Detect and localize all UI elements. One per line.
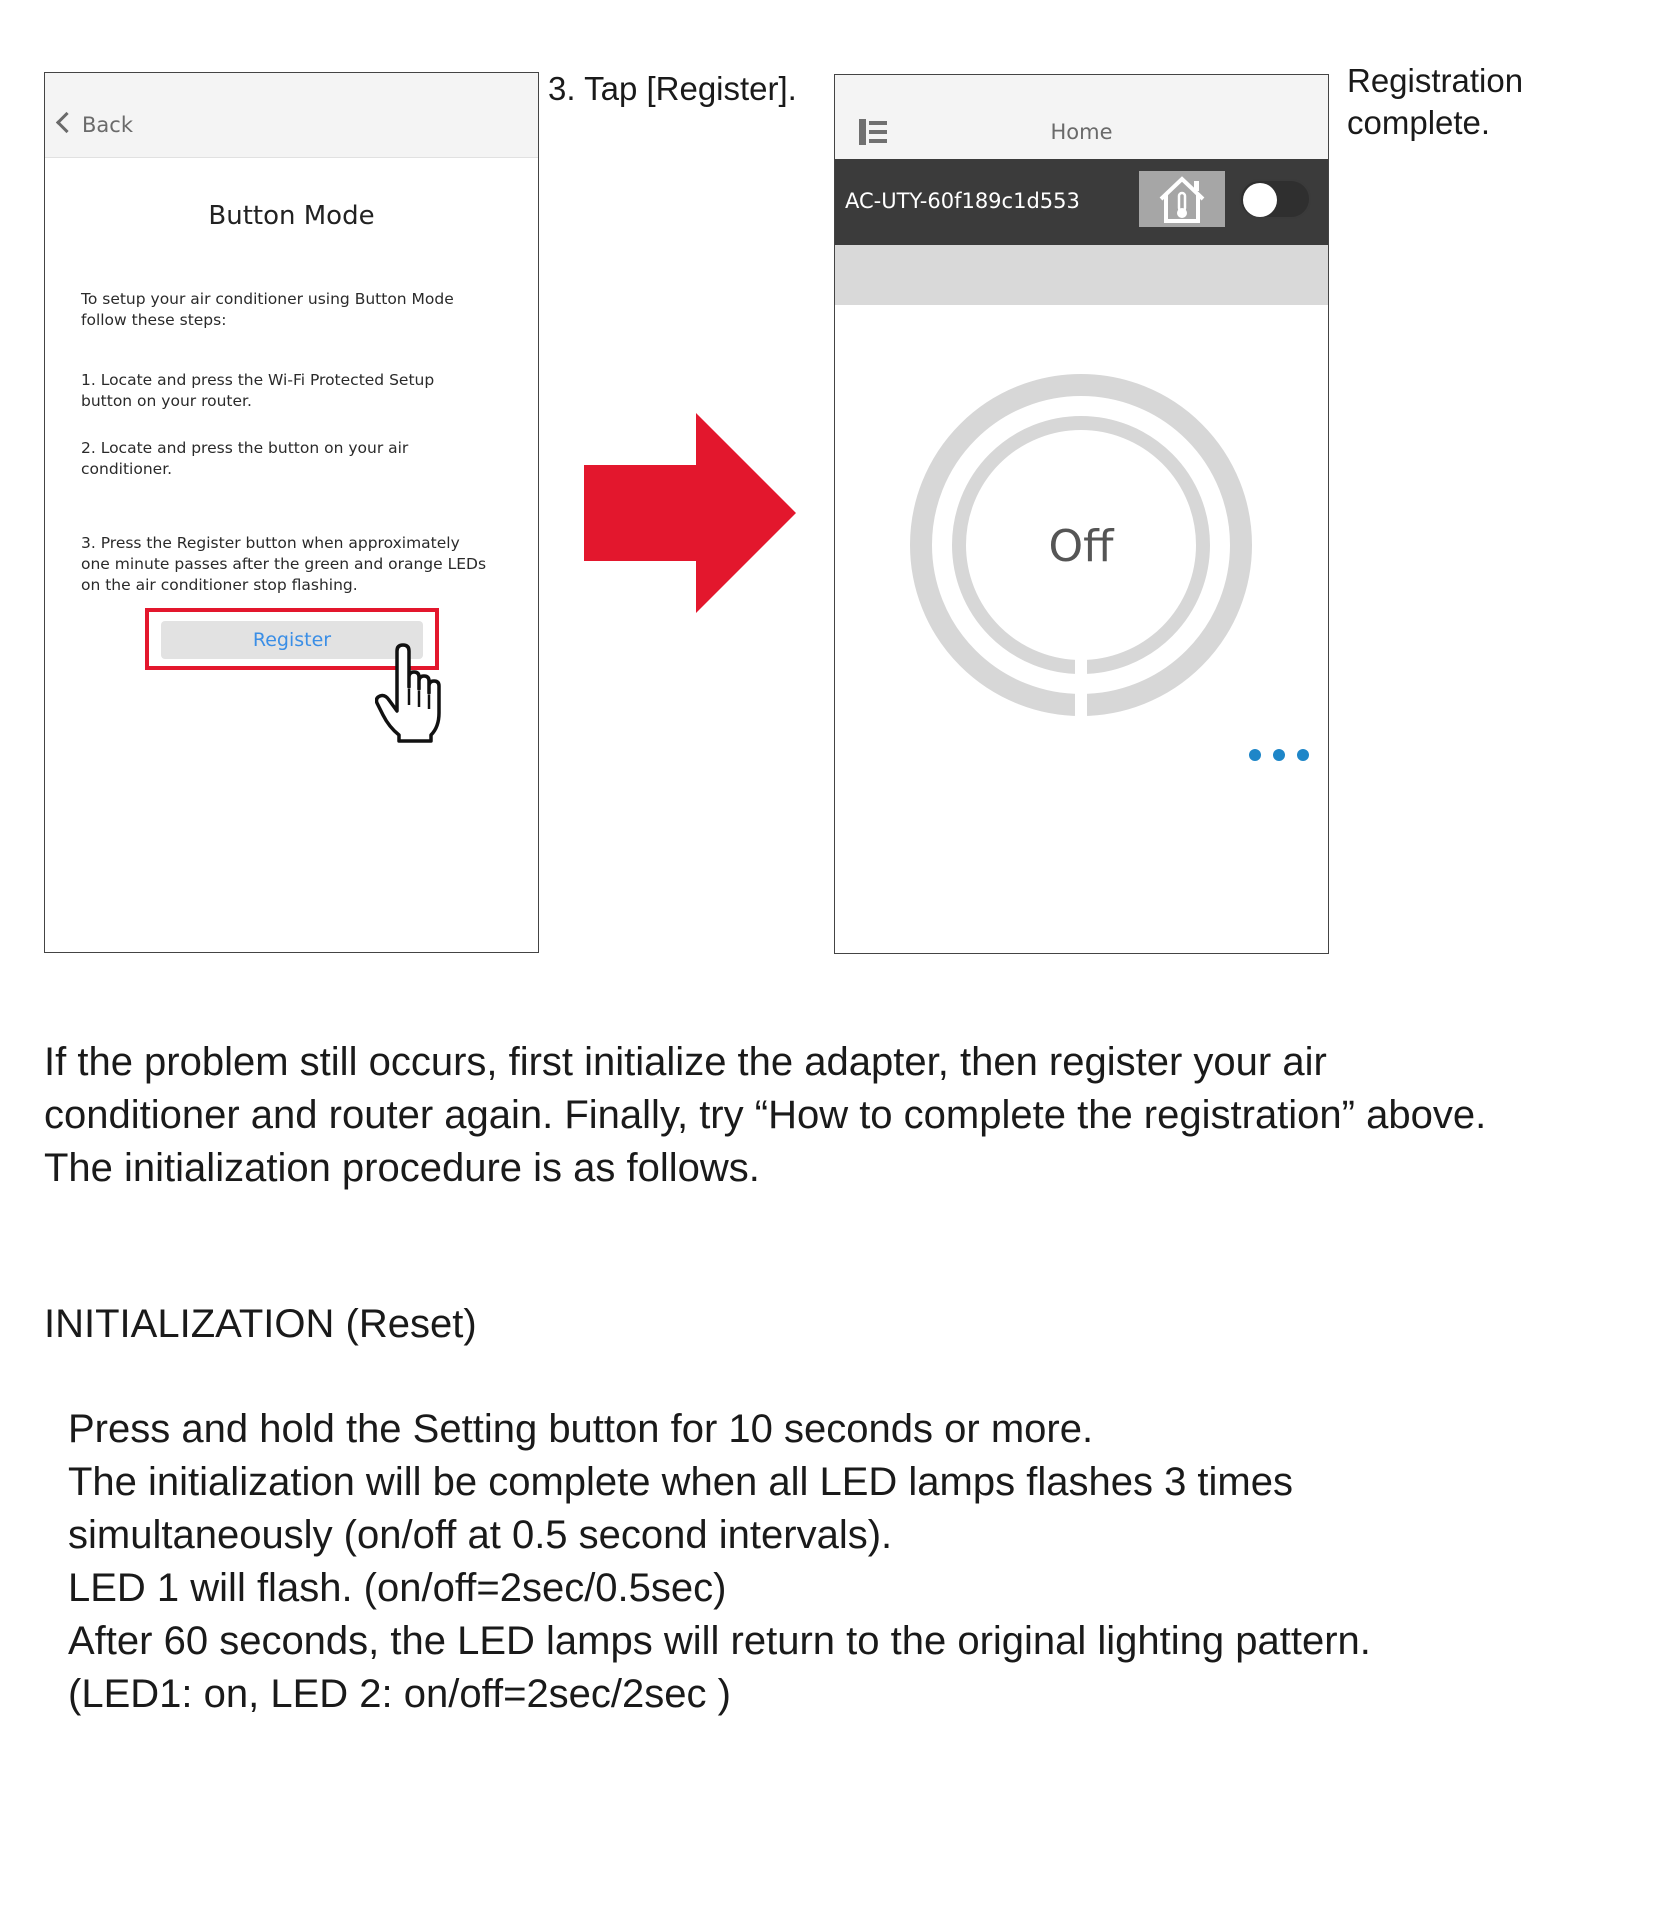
phone-screen-button-mode [44,72,539,953]
instruction-line: Press and hold the Setting button for 10 seconds or more. [68,1407,1094,1451]
step-2-text: 2. Locate and press the button on your air conditioner. [81,439,409,478]
back-label: Back [82,113,133,137]
instruction-line: After 60 seconds, the LED lamps will return to the original lighting pattern. [68,1619,1371,1663]
toggle-knob [1243,183,1277,217]
screen-title: Button Mode [208,201,375,231]
phone-screen-home [834,74,1329,954]
chevron-left-icon [56,112,77,133]
home-header [835,75,1328,160]
paragraph-line: conditioner and router again. Finally, try “How to complete the registration” above. [44,1093,1487,1137]
instruction-line: LED 1 will flash. (on/off=2sec/0.5sec) [68,1566,727,1610]
paragraph-line: If the problem still occurs, first initialize the adapter, then register your air [44,1040,1327,1084]
instruction-line: (LED1: on, LED 2: on/off=2sec/2sec ) [68,1672,731,1716]
step-1-text: 1. Locate and press the Wi-Fi Protected Setup button on your router. [81,371,435,410]
home-title: Home [1050,120,1113,144]
step-3-text: 3. Press the Register button when approximately one minute passes after the green and orange LEDs on the air conditioner stop flashing. [81,534,487,594]
hand-pointer-icon [375,643,447,743]
instruction-line: simultaneously (on/off at 0.5 second intervals). [68,1513,893,1557]
problem-paragraph [44,1036,1664,1195]
instruction-line: The initialization will be complete when all LED lamps flashes 3 times [68,1460,1293,1504]
caption-line-1: Registration [1347,62,1524,99]
initialization-heading: INITIALIZATION (Reset) [44,1302,477,1346]
gray-divider-band [835,245,1328,305]
caption-line-2: complete. [1347,104,1491,141]
instruction-list [68,1403,1371,1721]
caption-tap-register: 3. Tap [Register]. [548,70,797,107]
more-dots-icon[interactable] [1247,745,1311,765]
paragraph-line: The initialization procedure is as follows. [44,1146,760,1190]
device-bar [835,159,1328,245]
nav-header [45,73,538,158]
back-button[interactable] [59,113,133,137]
dial-status-text: Off [1048,521,1114,572]
temperature-dial[interactable] [909,373,1253,717]
register-button[interactable]: Register [161,621,423,659]
caption-registration-complete [1347,60,1667,144]
arrow-right-icon [584,413,800,613]
device-name: AC-UTY-60f189c1d553 [845,189,1080,213]
intro-text: To setup your air conditioner using Button Mode follow these steps: [81,290,454,329]
house-thermometer-icon [1139,171,1225,227]
house-thermometer-button[interactable] [1139,171,1225,227]
power-toggle[interactable] [1239,179,1311,219]
